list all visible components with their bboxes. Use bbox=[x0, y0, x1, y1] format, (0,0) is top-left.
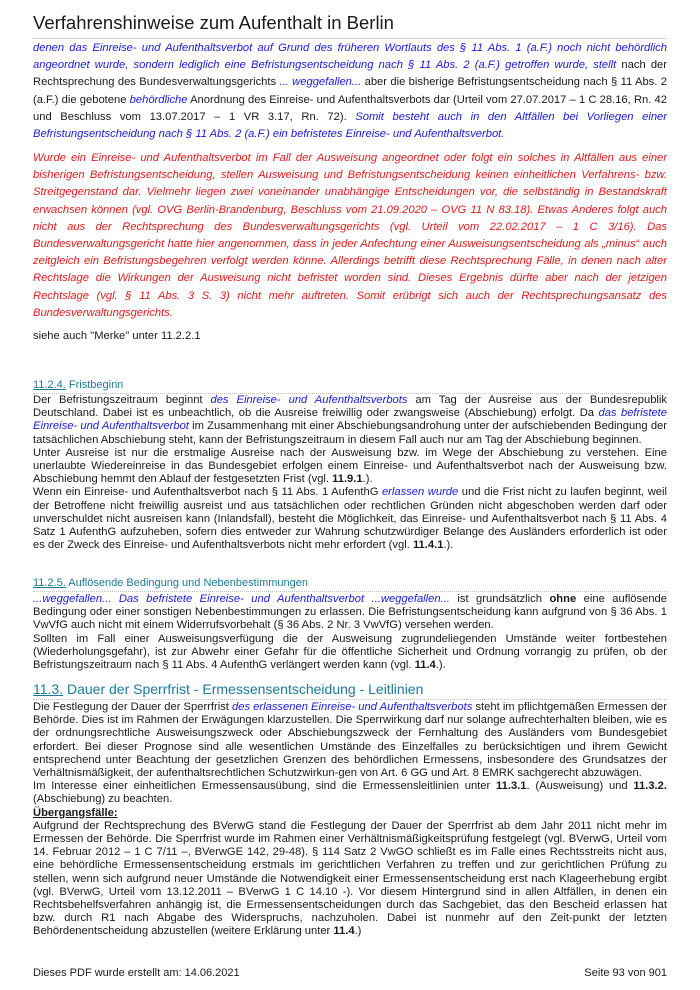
paragraph: Im Interesse einer einheitlichen Ermessensausübung, sind die Ermessensleitlinien unter 11.3.1. (Ausweisung) und 11.3.2. (Abschiebung) zu beachten. bbox=[33, 780, 667, 806]
subheading-uebergangsfaelle: Übergangsfälle: bbox=[33, 806, 118, 819]
page-number: Seite 93 von 901 bbox=[584, 967, 667, 979]
cross-reference-link[interactable]: 11.3.2. bbox=[633, 780, 667, 793]
paragraph: Der Befristungszeitraum beginnt des Einreise- und Aufenthaltsverbots am Tag der Ausreise aus der Bundesrepublik Deutschland. Dabei ist es unbeachtlich, ob die Ausreise freiwillig oder zwangsweise (Abschiebung) erfolgt. Da das befristete Einreise- und Aufenthaltsverbot im Zusammenhang mit einer Abschiebungsandrohung unter der aufschiebenden Bedingung der tatsächlichen Abschiebung steht, kann der Befristungszeitraum in diesem Fall auch nur am Tag der Abschiebung beginnen. bbox=[33, 394, 667, 446]
paragraph-altfaelle: denen das Einreise- und Aufenthaltsverbot auf Grund des früheren Wortlauts des § 11 Abs. 1 (a.F.) noch nicht behördlich angeordnet wurde, sondern lediglich eine Befristungsentscheidung nach § 11 Abs. 2 (a.F.) getroffen wurde, stellt nach der Rechtsprechung des Bundesverwaltungsgerichts ... weggefallen... aber die bisherige Befristungsentscheidung nach § 11 Abs. 2 (a.F.) die gebotene behördliche Anordnung des Einreise- und Aufenthaltsverbots dar (Urteil vom 27.07.2017 – 1 C 28.16, Rn. 42 und Beschluss vom 13.07.2017 – 1 VR 3.17, Rn. 72). Somit besteht auch in den Altfällen bei Vorliegen einer Befristungsentscheidung nach § 11 Abs. 2 (a.F.) ein befristetes Einreise- und Aufenthaltsverbot. bbox=[33, 42, 668, 141]
section-body-11-3 bbox=[33, 701, 667, 939]
paragraph-new-text: Wurde ein Einreise- und Aufenthaltsverbot im Fall der Ausweisung angeordnet oder folgt ein solches in Altfällen aus einer bisherigen Befristungsentscheidung, stellen Ausweisung und Befristungsentscheidung keinen einheitlichen Verfahrens- bzw. Streitgegenstand dar. Vielmehr liegen zwei voneinander unabhängige Entscheidungen vor, die selbständig in Bestandskraft erwachsen können (vgl. OVG Berlin-Brandenburg, Beschluss vom 21.09.2020 – OVG 11 N 83.18). Etwas Anderes folgt auch nicht aus der Rechtsprechung des Bundesverwaltungsgerichts (vgl. Urteil vom 22.02.2017 – 1 C 3/16). Das Bundesverwaltungsgericht hatte hier angenommen, dass in jeder Anfechtung einer Ausweisungsentscheidung als „minus“ auch zeitgleich ein Befristungsbegehren verfolgt werden könne. Allerdings betrifft diese Rechtsprechung Fälle, in denen nach alter Rechtslage die Wirkungen der Ausweisung nicht befristet worden sind. Dieses Ergebnis dürfte aber nach der jetzigen Rechtslage (vgl. § 11 Abs. 3 S. 3) nicht mehr auftreten. Somit erübrigt sich auch der Rechtsprechungsansatz des Bundesverwaltungsgerichts. bbox=[33, 152, 667, 319]
section-heading-11-3: 11.3. Dauer der Sperrfrist - Ermessensentscheidung - Leitlinien bbox=[33, 680, 667, 700]
amended-text: denen das Einreise- und Aufenthaltsverbot auf Grund des früheren Wortlauts des § 11 Abs. 1 (a.F.) noch nicht behördlich angeordnet wurde, sondern lediglich eine Befristungsentscheidung nach § 11 Abs. 2 (a.F.) getroffen wurde, stellt bbox=[33, 42, 667, 72]
amended-text: Somit besteht auch in den Altfällen bei Vorliegen einer Befristungsentscheidung nach § 11 Abs. 2 (a.F.) ein befristetes Einreise- und Aufenthaltsverbot. bbox=[33, 110, 668, 141]
cross-reference-link[interactable]: 11.4.1 bbox=[412, 539, 444, 552]
paragraph: Wenn ein Einreise- und Aufenthaltsverbot nach § 11 Abs. 1 AufenthG erlassen wurde und die Frist nicht zu laufen beginnt, weil der Betroffene nicht freiwillig ausreist und aus tatsächlichen oder rechtlichen Gründen nicht abgeschoben werden darf oder unverschuldet nicht ausreisen kann (Inlandsfall), besteht die Möglichkeit, das Einreise- und Aufenthaltsverbot nach § 11 Abs. 4 Satz 1 AufenthG aufzuheben, sofern dies entweder zur Wahrung schutzwürdiger Belange des Ausländers erforderlich ist oder es der Zweck des Einreise- und Aufenthaltsverbots nicht mehr erfordert (vgl. 11.4.1.). bbox=[33, 486, 667, 552]
section-body-11-2-5 bbox=[33, 593, 667, 672]
see-also-note: siehe auch "Merke" unter 11.2.2.1 bbox=[33, 330, 201, 342]
paragraph: Aufgrund der Rechtsprechung des BVerwG stand die Festlegung der Dauer der Sperrfrist ab dem Jahr 2011 nicht mehr im Ermessen der Behörde. Die Sperrfrist wurde im Rahmen einer Verhältnismäßigkeitsprüfung festgelegt (vgl. BVerwG, Urteil vom 14. Februar 2012 – 1 C 7/11 –, BVerwGE 142, 29-48). § 114 Satz 2 VwGO schließt es im Falle eines Rechtsstreits nicht aus, eine behördliche Ermessensentscheidung erstmals im gerichtlichen Verfahren zu treffen und zur gerichtlichen Prüfung zu stellen, wenn sich aufgrund neuer Umstände die Notwendigkeit einer Ermessensentscheidung erst nach Klageerhebung ergibt (vgl. BVerwG, Urteil vom 13.12.2011 – BVerwG 1 C 14.10 -). Vor diesem Hintergrund sind in allen Altfällen, in denen ein Rechtsbehelfsverfahren anhängig ist, die Ermessensentscheidungen durch das Sachgebiet, das den Bescheid erlassen hat bzw. durch R1 nach Abgabe des Widerspruchs, nachzuholen. Dabei ist nunmehr auf den Zeit-punkt der letzten Behördenentscheidung abzustellen (weitere Erklärung unter 11.4.) bbox=[33, 819, 667, 938]
paragraph: Sollten im Fall einer Ausweisungsverfügung die der Ausweisung zugrundeliegenden Umstände weiter fortbestehen (Wiederholungsgefahr), ist zur Abwehr einer Gefahr für die öffentliche Sicherheit und Ordnung vorrangig zu prüfen, ob der Befristungszeitraum nach § 11 Abs. 4 AufenthG verlängert werden kann (vgl. 11.4.). bbox=[33, 632, 667, 672]
amended-text: behördliche bbox=[129, 93, 188, 106]
section-heading-11-2-5: 11.2.5. Auflösende Bedingung und Nebenbestimmungen bbox=[33, 576, 667, 592]
section-link-11-2-4[interactable]: 11.2.4. bbox=[33, 379, 66, 391]
paragraph: Unter Ausreise ist nur die erstmalige Ausreise nach der Ausweisung bzw. im Wege der Abschiebung zu verstehen. Eine unerlaubte Wiedereinreise in das Bundesgebiet erfolgen einem Einreise- und Aufenthaltsverbot nach der Ausweisung bzw. Abschiebung hemmt den Ablauf der festgesetzten Frist (vgl. 11.9.1.). bbox=[33, 446, 667, 486]
cross-reference-link[interactable]: 11.4 bbox=[333, 925, 355, 938]
paragraph: ...weggefallen... Das befristete Einreise- und Aufenthaltsverbot ...weggefallen... ist grundsätzlich ohne eine auflösende Bedingung oder einer sonstigen Nebenbestimmungen zu erlassen. Die Befristungsentscheidung kann aufgrund von § 36 Abs. 1 VwVfG auch nicht mit einem Widerrufsvorbehalt (§ 36 Abs. 2 Nr. 3 VwVfG) versehen werden. bbox=[33, 593, 668, 632]
section-body-11-2-4 bbox=[33, 394, 667, 552]
page-title: Verfahrenshinweise zum Aufenthalt in Berlin bbox=[33, 11, 667, 39]
cross-reference-link[interactable]: 11.9.1 bbox=[332, 473, 363, 486]
paragraph: Die Festlegung der Dauer der Sperrfrist des erlassenen Einreise- und Aufenthaltsverbots steht im pflichtgemäßen Ermessen der Behörde. Dies ist im Rahmen der Erwägungen klarzustellen. Die Sperrwirkung darf nur solange aufrechterhalten bleiben, wie es der ordnungsrechtliche Ausweisungszweck oder Abschiebungszweck der Fernhaltung des Ausländers vom Bundesgebiet erfordert. Bei dieser Prognose sind alle wesentlichen Umstände des Einzelfalles zu berücksichtigen und ihrem Gewicht entsprechend unter Beachtung der gesetzlichen Grenzen des behördlichen Ermessens, insbesondere des Grundsatzes der Verhältnismäßigkeit, der aufenthaltsrechtlichen Schutzwirkun-gen von Art. 6 GG und Art. 8 EMRK sachgerecht abzuwägen. bbox=[33, 701, 667, 780]
cross-reference-link[interactable]: 11.4 bbox=[414, 659, 436, 672]
amended-text: ... weggefallen... bbox=[279, 76, 362, 89]
section-heading-11-2-4: 11.2.4. Fristbeginn bbox=[33, 378, 667, 394]
creation-date: Dieses PDF wurde erstellt am: 14.06.2021 bbox=[33, 967, 240, 979]
cross-reference-link[interactable]: 11.3.1 bbox=[496, 780, 527, 793]
page-footer bbox=[33, 966, 667, 980]
section-link-11-2-5[interactable]: 11.2.5. bbox=[33, 577, 66, 589]
section-link-11-3[interactable]: 11.3. bbox=[33, 681, 64, 697]
